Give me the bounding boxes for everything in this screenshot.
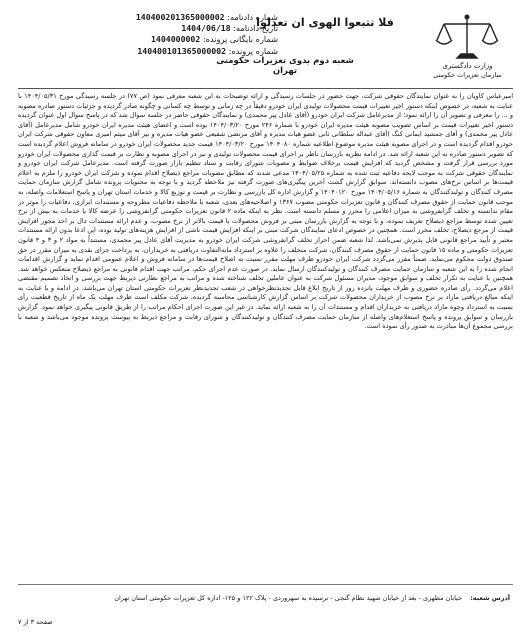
branch-address [40, 594, 510, 602]
branch-subtitle: شعبه دوم بدوی تعزیرات حکومتی تهران [216, 56, 354, 76]
ruling-body-text: امیرعباس کاویان را به عنوان نمایندگان حقوقی شرکت، جهت حضور در جلسات رسیدگی و ارائه توضیحات به این شعبه معرفی نمود (ص ۷۷) در جلسه رسیدگی مورخ ۱۴۰۴/۰۵/۳۱ با عنایت به شعبه، در خصوص اینکه دستور اخیر تغییرات قیمت محصولات تولیدی ایران خودرو دقیقاً در چه زمانی و توسط چه کسانی و چگونه صادر گردیده و جزئیات دستور صادره مصوبه و ... را معرفی و تصویر آن را ارائه نمود؛ از مدیرعامل شرکت ایران خودرو (آقای عادل پیر محمدی) و نمایندگان حقوقی حاضر در جلسه سوال شد که در پاسخ سوال اول عنوان گردیده دستور اخیر تغییرات قیمت بر اساس تصویب مصوبه هیئت مدیره ایران خودرو با شماره ۲۴۶ مورخ ۱۴۰۴/۰۳/۲۰ بوده است و اعضای هیئت مدیره ایران خودرو شامل مدیرعامل (آقای عادل پیر محمدی) و آقای جمشید ایمانی کنگ (آقای عبداله سلطانی ثانی عضو هیات مدیره و آقای مرتضی شفیعی عضو هیات مدیره و نیز آقای میثم امیری معاون حقوقی شرکت ایران خودرو اقدام گردیده است و در اجرای مصوبه هیئت مدیره موضوع اطلاعیه شماره ۱۴۰۴۰۸۰ مورخ ۱۴۰۴/۰۳/۲۰ قیمت جدید محصولات ایران خودرو در سامانه فروش اعلام گردیده است که تصویر دستور صادره به این شعبه ارائه شد. در ادامه نظریه بازرسان ناظر بر اجرای قیمت محصولات تولیدی و نیز در اجرای مصوبه و نظارت بر قیمت گذاری محصولات ایران خودرو مورد بررسی قرار گرفت و مشخص گردید که افزایش قیمت برخلاف ضوابط و مصوبات شورای رقابت و ستاد تنظیم بازار صورت گرفته است. مدیرعامل شرکت ایران خودرو و نمایندگان حقوقی شرکت به موجب لایحه دفاعیه ثبت شده به شماره ۱۴۰۴/۰۵/۲۵ مدعی شدند که مطابق مصوبات مراجع ذیصلاح اقدام نموده و شرکت ایران خودرو را ملزم به اعلام قیمت‌ها بر اساس نرخ‌های مصوب دانسته‌اند. سوابق گزارش گشت آخرین پیگیری‌های صورت گرفته نیز ملاحظه گردید و با توجه به محتویات پرونده شامل گزارش سازمان حمایت مصرف کنندگان و تولیدکنندگان به شماره ۱۴۰۴/۰۵/۱۶ مورخ ۱۴۰۴۰۱۲۰ و گزارش اداره کل بازرسی و نظارت بر قیمت و توزیع کالا و خدمات استان تهران و پاسخ استعلامات واصله، به موجب قانون حمایت از حقوق مصرف کنندگان و قانون تعزیرات حکومتی مصوب ۱۳۶۷ و اصلاحیه‌های بعدی، شعبه با ملاحظه دفاعیات مطروحه و مستندات ابرازی، دفاعیات را موثر در مقام ندانسته و تخلف گرانفروشی به میزان اعلامی را محرز و مسلم دانسته است. نظر به اینکه ماده ۲ قانون تعزیرات حکومتی گرانفروشی را عرضه کالا یا خدمات به بیش از نرخ تعیین شده توسط مراجع ذیصلاح تعریف نموده، و با توجه به گزارش بازرسان مبنی بر فروش محصولات با قیمت بالاتر از نرخ مصوب، و عدم ارائه مستندات دال بر اخذ مجوز افزایش قیمت از مرجع ذیصلاح، تخلف محرز است. همچنین در خصوص ادعای نمایندگان شرکت مبنی بر اینکه افزایش قیمت ناشی از افزایش هزینه‌های تولید بوده، این ادعا بدون ارائه مستندات معتبر و تأیید مراجع قانونی قابل پذیرش نمی‌باشد. لذا شعبه ضمن احراز تخلف گرانفروشی شرکت ایران خودرو به مدیریت آقای عادل پیر محمدی، مستنداً به مواد ۲ و ۳ و ۴ قانون تعزیرات حکومتی و ماده ۱۵ قانون حمایت از حقوق مصرف کنندگان، شرکت متخلف را علاوه بر استرداد مابه‌التفاوت دریافتی به خریداران، به پرداخت جزای نقدی به میزان مقرر در حق صندوق دولت محکوم می‌نماید. ضمناً مقرر می‌گردد شرکت ایران خودرو ظرف مهلت مقرر نسبت به اصلاح قیمت‌ها در سامانه فروش و اعلام عمومی اقدام نماید و گزارش اقدامات انجام شده را به این شعبه و سازمان حمایت مصرف کنندگان و تولیدکنندگان ارسال نماید. در صورت عدم اجرای حکم، مراتب جهت اقدام قانونی به مراجع ذیصلاح منعکس خواهد شد. همچنین با عنایت به تکرار تخلف و سوابق موجود، مدیران مسئول شرکت به عنوان عاملین تخلف شناخته شده و مراتب به مراجع نظارتی ذیربط جهت بررسی و اتخاذ تصمیم مقتضی اعلام می‌گردد. رأی صادره حضوری و ظرف مهلت پانزده روز از تاریخ ابلاغ قابل تجدیدنظرخواهی در شعب تجدیدنظر تعزیرات حکومتی استان تهران می‌باشد. در ادامه و با عنایت به اینکه مبالغ دریافتی مازاد بر نرخ مصوب از خریداران محصولات شرکت بر اساس گزارش کارشناسی محاسبه گردیده، شرکت مکلف است ظرف مهلت یک ماه از تاریخ قطعیت رأی نسبت به استرداد وجوه مازاد دریافتی به خریداران اقدام و مستندات آن را به شعبه ارائه نماید. در غیر این صورت اجرای احکام مراتب را از طریق قانونی پیگیری خواهد نمود. گزارش بازرسان و سوابق پرونده و پاسخ استعلام‌های واصله از سازمان حمایت مصرف کنندگان و تولیدکنندگان و شورای رقابت و مراجع ذیربط به پیوست پرونده موجود می‌باشد و شعبه با بررسی مجموع آن‌ها مبادرت به صدور رأی نموده است. [18, 92, 513, 331]
address-text: خیابان مطهری - بعد از خیابان شهید نظام گنجی - نرسیده به سهروردی - پلاک ۱۲۲ و ۱۲۵- اداره کل تعزیرات حکومتی استان تهران [114, 594, 463, 602]
scales-of-justice-logo-icon [432, 12, 502, 64]
header-divider [18, 88, 513, 89]
meta-row-case-number: شماره پرونده: 140400101365000002 [137, 45, 278, 56]
ministry-name: وزارت دادگستری [442, 62, 493, 70]
organization-name: سازمان تعزیرات حکومتی [433, 71, 502, 79]
meta-row-ruling-number: شماره دادنامه: 140400201365000002 [135, 12, 278, 22]
footer-divider [18, 584, 513, 585]
document-title: فلا تتبعوا الهوی ان تعدلوا [256, 16, 394, 29]
page-number: صفحه ۳ از ۷ [18, 618, 53, 626]
meta-row-ruling-date: تاریخ دادنامه: 1404/06/18 [181, 23, 278, 34]
address-label: آدرس شعبه: [470, 594, 510, 602]
meta-row-archive-number: شماره بایگانی پرونده: 1404000002 [151, 34, 278, 45]
